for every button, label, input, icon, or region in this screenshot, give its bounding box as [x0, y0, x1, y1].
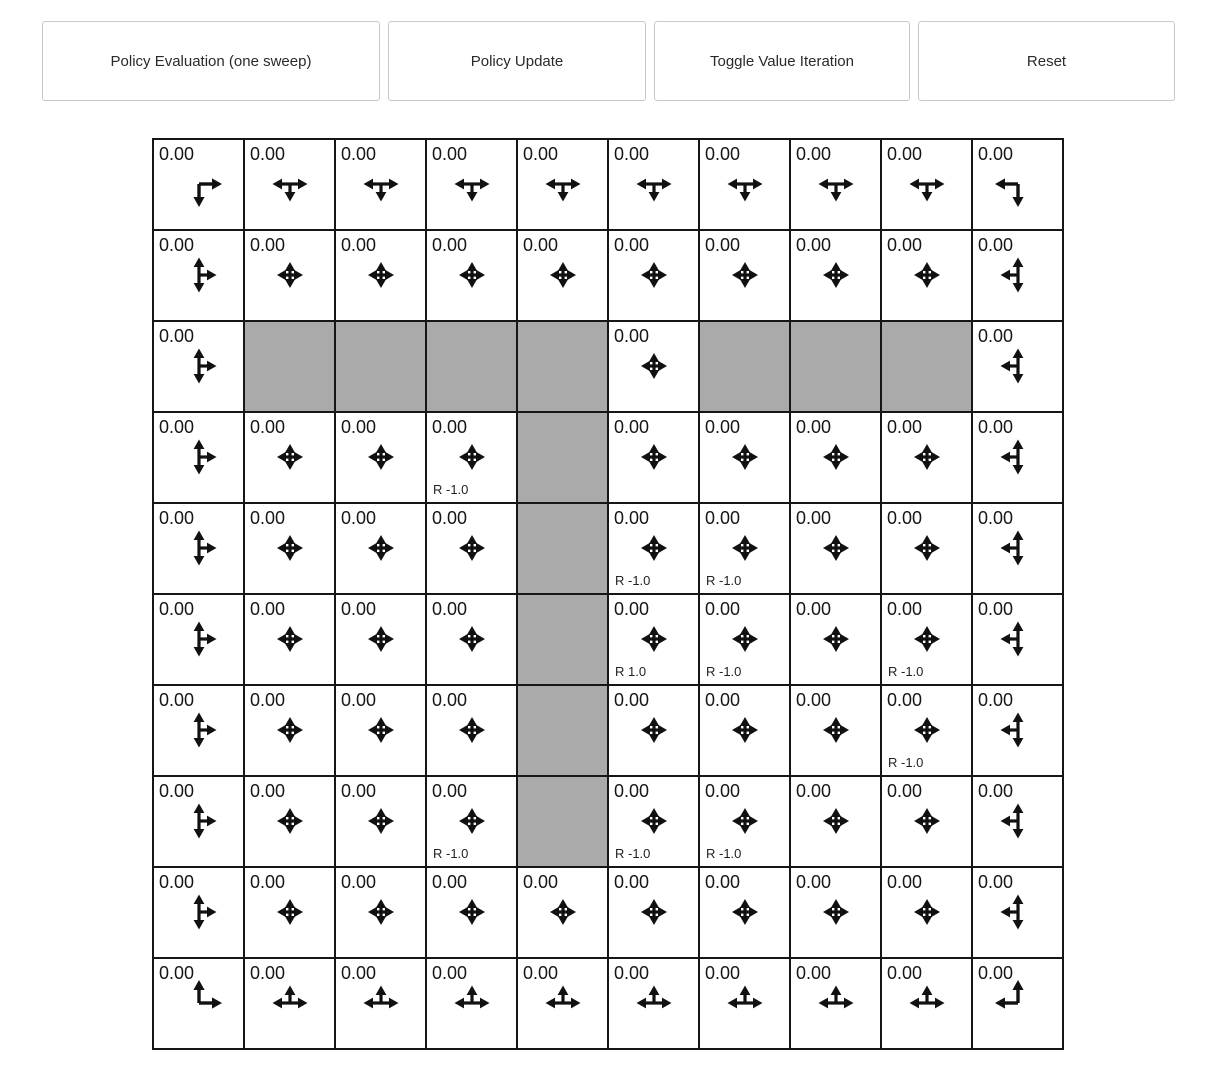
- grid-cell[interactable]: [790, 503, 881, 594]
- grid-cell[interactable]: [426, 958, 517, 1049]
- grid-cell[interactable]: [335, 776, 426, 867]
- grid-cell[interactable]: [426, 230, 517, 321]
- state-value: 0.00: [978, 963, 1014, 983]
- grid-cell[interactable]: [972, 594, 1063, 685]
- grid-cell[interactable]: [881, 867, 972, 958]
- state-value: 0.00: [159, 508, 195, 528]
- policy-arrows-nsew-icon: [810, 249, 862, 301]
- grid-cell[interactable]: [881, 503, 972, 594]
- state-value: 0.00: [159, 872, 195, 892]
- state-value: 0.00: [432, 144, 468, 164]
- grid-cell[interactable]: [608, 867, 699, 958]
- grid-cell[interactable]: [790, 412, 881, 503]
- state-value: 0.00: [250, 508, 286, 528]
- state-value: 0.00: [796, 235, 832, 255]
- state-value: 0.00: [614, 508, 650, 528]
- grid-cell[interactable]: [699, 139, 790, 230]
- grid-cell[interactable]: [153, 958, 244, 1049]
- state-value: 0.00: [614, 326, 650, 346]
- policy-arrows-nsew-icon: [537, 886, 589, 938]
- grid-cell[interactable]: [972, 685, 1063, 776]
- grid-cell[interactable]: [244, 958, 335, 1049]
- policy-arrows-nsw-icon: [992, 795, 1044, 847]
- policy-arrows-nsew-icon: [810, 704, 862, 756]
- policy-arrows-new-icon: [264, 977, 316, 1029]
- state-value: 0.00: [796, 508, 832, 528]
- grid-cell[interactable]: [153, 685, 244, 776]
- wall-cell[interactable]: [517, 685, 608, 776]
- state-value: 0.00: [250, 144, 286, 164]
- policy-arrows-nsew-icon: [628, 795, 680, 847]
- state-value: 0.00: [614, 872, 650, 892]
- grid-cell[interactable]: [426, 139, 517, 230]
- policy-arrows-nsew-icon: [628, 886, 680, 938]
- policy-arrows-nsew-icon: [901, 886, 953, 938]
- policy-arrows-wes-icon: [355, 158, 407, 210]
- state-value: 0.00: [159, 690, 195, 710]
- state-value: 0.00: [614, 963, 650, 983]
- state-value: 0.00: [978, 144, 1014, 164]
- reward-label: R -1.0: [888, 755, 924, 770]
- grid-cell[interactable]: [790, 594, 881, 685]
- state-value: 0.00: [796, 872, 832, 892]
- state-value: 0.00: [432, 963, 468, 983]
- grid-cell[interactable]: [972, 867, 1063, 958]
- policy-arrows-nsew-icon: [264, 431, 316, 483]
- state-value: 0.00: [523, 872, 559, 892]
- state-value: 0.00: [614, 417, 650, 437]
- state-value: 0.00: [159, 781, 195, 801]
- reward-label: R -1.0: [615, 846, 651, 861]
- policy-arrows-new-icon: [628, 977, 680, 1029]
- wall-cell[interactable]: [517, 503, 608, 594]
- wall-cell[interactable]: [517, 321, 608, 412]
- grid-cell[interactable]: [153, 321, 244, 412]
- grid-cell[interactable]: [881, 230, 972, 321]
- grid-cell[interactable]: [244, 412, 335, 503]
- policy-evaluation-button[interactable]: Policy Evaluation (one sweep): [42, 21, 380, 101]
- policy-arrows-nse-icon: [173, 522, 225, 574]
- grid-cell[interactable]: [608, 594, 699, 685]
- state-value: 0.00: [705, 235, 741, 255]
- state-value: 0.00: [250, 417, 286, 437]
- state-value: 0.00: [705, 508, 741, 528]
- wall-cell[interactable]: [881, 321, 972, 412]
- state-value: 0.00: [341, 144, 377, 164]
- grid-cell[interactable]: [517, 958, 608, 1049]
- grid-cell[interactable]: [426, 776, 517, 867]
- grid-cell[interactable]: [335, 958, 426, 1049]
- grid-cell[interactable]: [881, 412, 972, 503]
- policy-arrows-nsw-icon: [992, 704, 1044, 756]
- state-value: 0.00: [614, 690, 650, 710]
- policy-arrows-nse-icon: [173, 795, 225, 847]
- state-value: 0.00: [796, 417, 832, 437]
- policy-arrows-wes-icon: [719, 158, 771, 210]
- grid-cell[interactable]: [972, 139, 1063, 230]
- policy-arrows-wes-icon: [901, 158, 953, 210]
- state-value: 0.00: [887, 781, 923, 801]
- policy-arrows-nsew-icon: [628, 249, 680, 301]
- policy-arrows-nse-icon: [173, 886, 225, 938]
- grid-cell[interactable]: [244, 594, 335, 685]
- policy-arrows-nsew-icon: [719, 795, 771, 847]
- policy-arrows-nse-icon: [173, 431, 225, 483]
- policy-arrows-nsew-icon: [446, 886, 498, 938]
- policy-arrows-nsew-icon: [719, 613, 771, 665]
- grid-cell[interactable]: [608, 503, 699, 594]
- grid-cell[interactable]: [517, 139, 608, 230]
- state-value: 0.00: [250, 963, 286, 983]
- grid-cell[interactable]: [335, 867, 426, 958]
- grid-cell[interactable]: [608, 412, 699, 503]
- policy-arrows-nsw-icon: [992, 886, 1044, 938]
- state-value: 0.00: [887, 144, 923, 164]
- state-value: 0.00: [432, 235, 468, 255]
- policy-arrows-nsw-icon: [992, 613, 1044, 665]
- reward-label: R -1.0: [433, 846, 469, 861]
- state-value: 0.00: [250, 599, 286, 619]
- reward-label: R -1.0: [615, 573, 651, 588]
- state-value: 0.00: [887, 417, 923, 437]
- grid-cell[interactable]: [426, 594, 517, 685]
- grid-cell[interactable]: [699, 412, 790, 503]
- state-value: 0.00: [978, 690, 1014, 710]
- grid-cell[interactable]: [608, 230, 699, 321]
- policy-arrows-nsew-icon: [264, 886, 316, 938]
- policy-arrows-nw-icon: [992, 977, 1044, 1029]
- policy-arrows-nsew-icon: [628, 522, 680, 574]
- state-value: 0.00: [341, 781, 377, 801]
- policy-arrows-nsew-icon: [264, 704, 316, 756]
- state-value: 0.00: [341, 417, 377, 437]
- wall-cell[interactable]: [335, 321, 426, 412]
- state-value: 0.00: [614, 781, 650, 801]
- state-value: 0.00: [887, 508, 923, 528]
- state-value: 0.00: [159, 235, 195, 255]
- policy-arrows-new-icon: [537, 977, 589, 1029]
- grid-cell[interactable]: [426, 867, 517, 958]
- grid-cell[interactable]: [972, 412, 1063, 503]
- state-value: 0.00: [796, 599, 832, 619]
- grid-cell[interactable]: [972, 958, 1063, 1049]
- policy-arrows-nsew-icon: [537, 249, 589, 301]
- state-value: 0.00: [614, 235, 650, 255]
- reward-label: R -1.0: [706, 664, 742, 679]
- state-value: 0.00: [159, 963, 195, 983]
- grid-cell[interactable]: [608, 685, 699, 776]
- state-value: 0.00: [250, 690, 286, 710]
- policy-arrows-nse-icon: [173, 340, 225, 392]
- reward-label: R 1.0: [615, 664, 647, 679]
- policy-arrows-nsew-icon: [719, 249, 771, 301]
- policy-arrows-wes-icon: [537, 158, 589, 210]
- grid-cell[interactable]: [608, 776, 699, 867]
- policy-arrows-es-icon: [173, 158, 225, 210]
- state-value: 0.00: [796, 144, 832, 164]
- policy-arrows-nsew-icon: [719, 704, 771, 756]
- grid-cell[interactable]: [881, 776, 972, 867]
- policy-arrows-wes-icon: [264, 158, 316, 210]
- reward-label: R -1.0: [706, 846, 742, 861]
- policy-arrows-nsew-icon: [446, 795, 498, 847]
- grid-cell[interactable]: [517, 230, 608, 321]
- wall-cell[interactable]: [517, 776, 608, 867]
- reward-label: R -1.0: [888, 664, 924, 679]
- grid-cell[interactable]: [790, 867, 881, 958]
- state-value: 0.00: [159, 326, 195, 346]
- state-value: 0.00: [705, 144, 741, 164]
- policy-arrows-new-icon: [719, 977, 771, 1029]
- policy-arrows-nse-icon: [173, 613, 225, 665]
- grid-cell[interactable]: [244, 503, 335, 594]
- state-value: 0.00: [250, 872, 286, 892]
- grid-cell[interactable]: [608, 139, 699, 230]
- grid-cell[interactable]: [608, 958, 699, 1049]
- policy-arrows-nsew-icon: [355, 704, 407, 756]
- policy-arrows-nsew-icon: [810, 522, 862, 574]
- state-value: 0.00: [978, 872, 1014, 892]
- policy-arrows-nsew-icon: [264, 613, 316, 665]
- grid-cell[interactable]: [699, 958, 790, 1049]
- grid-cell[interactable]: [244, 230, 335, 321]
- grid-cell[interactable]: [153, 503, 244, 594]
- state-value: 0.00: [796, 690, 832, 710]
- policy-arrows-nsew-icon: [355, 613, 407, 665]
- state-value: 0.00: [978, 781, 1014, 801]
- grid-cell[interactable]: [881, 594, 972, 685]
- grid-cell[interactable]: [153, 594, 244, 685]
- policy-arrows-nsew-icon: [901, 613, 953, 665]
- reset-button[interactable]: Reset: [918, 21, 1175, 101]
- grid-cell[interactable]: [335, 503, 426, 594]
- grid-cell[interactable]: [426, 685, 517, 776]
- policy-arrows-new-icon: [355, 977, 407, 1029]
- gridworld-grid: [152, 138, 1064, 1050]
- policy-arrows-nsew-icon: [355, 795, 407, 847]
- state-value: 0.00: [796, 963, 832, 983]
- state-value: 0.00: [250, 235, 286, 255]
- policy-arrows-nsew-icon: [719, 431, 771, 483]
- policy-arrows-nsw-icon: [992, 249, 1044, 301]
- state-value: 0.00: [887, 872, 923, 892]
- state-value: 0.00: [887, 235, 923, 255]
- state-value: 0.00: [250, 781, 286, 801]
- grid-cell[interactable]: [244, 685, 335, 776]
- policy-arrows-nse-icon: [173, 249, 225, 301]
- policy-arrows-nsw-icon: [992, 340, 1044, 392]
- toolbar: [42, 21, 1175, 101]
- policy-arrows-nsew-icon: [810, 613, 862, 665]
- state-value: 0.00: [978, 326, 1014, 346]
- state-value: 0.00: [705, 690, 741, 710]
- state-value: 0.00: [978, 599, 1014, 619]
- state-value: 0.00: [796, 781, 832, 801]
- state-value: 0.00: [887, 599, 923, 619]
- state-value: 0.00: [432, 781, 468, 801]
- policy-arrows-nsew-icon: [355, 886, 407, 938]
- state-value: 0.00: [341, 235, 377, 255]
- state-value: 0.00: [978, 235, 1014, 255]
- policy-arrows-ne-icon: [173, 977, 225, 1029]
- grid-cell[interactable]: [608, 321, 699, 412]
- policy-arrows-nsew-icon: [264, 522, 316, 574]
- grid-cell[interactable]: [699, 867, 790, 958]
- state-value: 0.00: [341, 963, 377, 983]
- policy-arrows-nsew-icon: [628, 704, 680, 756]
- grid-cell[interactable]: [881, 139, 972, 230]
- grid-cell[interactable]: [153, 230, 244, 321]
- state-value: 0.00: [341, 508, 377, 528]
- wall-cell[interactable]: [517, 594, 608, 685]
- policy-arrows-nsew-icon: [264, 795, 316, 847]
- policy-update-button[interactable]: Policy Update: [388, 21, 646, 101]
- state-value: 0.00: [523, 963, 559, 983]
- grid-cell[interactable]: [972, 321, 1063, 412]
- state-value: 0.00: [887, 963, 923, 983]
- policy-arrows-nsw-icon: [992, 431, 1044, 483]
- grid-cell[interactable]: [153, 867, 244, 958]
- state-value: 0.00: [432, 417, 468, 437]
- grid-cell[interactable]: [244, 867, 335, 958]
- policy-arrows-nsew-icon: [901, 795, 953, 847]
- policy-arrows-nsew-icon: [355, 522, 407, 574]
- state-value: 0.00: [614, 599, 650, 619]
- policy-arrows-wes-icon: [628, 158, 680, 210]
- policy-arrows-nsew-icon: [446, 249, 498, 301]
- state-value: 0.00: [705, 599, 741, 619]
- state-value: 0.00: [341, 872, 377, 892]
- grid-cell[interactable]: [426, 503, 517, 594]
- grid-cell[interactable]: [699, 776, 790, 867]
- policy-arrows-nse-icon: [173, 704, 225, 756]
- grid-cell[interactable]: [790, 776, 881, 867]
- policy-arrows-nsew-icon: [446, 613, 498, 665]
- grid-cell[interactable]: [517, 867, 608, 958]
- grid-cell[interactable]: [335, 412, 426, 503]
- policy-arrows-nsew-icon: [628, 431, 680, 483]
- state-value: 0.00: [523, 144, 559, 164]
- policy-arrows-nsew-icon: [901, 704, 953, 756]
- policy-arrows-nsew-icon: [446, 431, 498, 483]
- state-value: 0.00: [887, 690, 923, 710]
- policy-arrows-nsew-icon: [355, 431, 407, 483]
- state-value: 0.00: [705, 781, 741, 801]
- grid-cell[interactable]: [881, 958, 972, 1049]
- grid-cell[interactable]: [244, 776, 335, 867]
- policy-arrows-nsew-icon: [810, 795, 862, 847]
- wall-cell[interactable]: [244, 321, 335, 412]
- policy-arrows-nsew-icon: [810, 886, 862, 938]
- wall-cell[interactable]: [790, 321, 881, 412]
- grid-cell[interactable]: [972, 230, 1063, 321]
- policy-arrows-nsew-icon: [355, 249, 407, 301]
- grid-cell[interactable]: [244, 139, 335, 230]
- wall-cell[interactable]: [426, 321, 517, 412]
- policy-arrows-wes-icon: [446, 158, 498, 210]
- policy-arrows-nsew-icon: [628, 340, 680, 392]
- grid-cell[interactable]: [790, 230, 881, 321]
- state-value: 0.00: [159, 144, 195, 164]
- policy-arrows-nsew-icon: [446, 522, 498, 574]
- grid-cell[interactable]: [153, 139, 244, 230]
- policy-arrows-nsew-icon: [628, 613, 680, 665]
- state-value: 0.00: [705, 417, 741, 437]
- state-value: 0.00: [432, 690, 468, 710]
- wall-cell[interactable]: [699, 321, 790, 412]
- policy-arrows-wes-icon: [810, 158, 862, 210]
- grid-cell[interactable]: [790, 685, 881, 776]
- policy-arrows-nsew-icon: [901, 522, 953, 574]
- state-value: 0.00: [978, 417, 1014, 437]
- policy-arrows-nsew-icon: [719, 522, 771, 574]
- policy-arrows-nsew-icon: [264, 249, 316, 301]
- state-value: 0.00: [159, 599, 195, 619]
- state-value: 0.00: [614, 144, 650, 164]
- state-value: 0.00: [432, 872, 468, 892]
- policy-arrows-nsew-icon: [901, 249, 953, 301]
- policy-arrows-nsew-icon: [810, 431, 862, 483]
- state-value: 0.00: [341, 599, 377, 619]
- grid-cell[interactable]: [335, 594, 426, 685]
- policy-arrows-new-icon: [810, 977, 862, 1029]
- state-value: 0.00: [432, 508, 468, 528]
- policy-arrows-new-icon: [901, 977, 953, 1029]
- policy-arrows-new-icon: [446, 977, 498, 1029]
- grid-cell[interactable]: [699, 685, 790, 776]
- state-value: 0.00: [432, 599, 468, 619]
- state-value: 0.00: [705, 963, 741, 983]
- wall-cell[interactable]: [517, 412, 608, 503]
- grid-cell[interactable]: [426, 412, 517, 503]
- grid-cell[interactable]: [881, 685, 972, 776]
- grid-cell[interactable]: [972, 776, 1063, 867]
- policy-arrows-nsw-icon: [992, 522, 1044, 574]
- state-value: 0.00: [159, 417, 195, 437]
- policy-arrows-nsew-icon: [719, 886, 771, 938]
- state-value: 0.00: [705, 872, 741, 892]
- toggle-value-iteration-button[interactable]: Toggle Value Iteration: [654, 21, 910, 101]
- grid-cell[interactable]: [972, 503, 1063, 594]
- grid-cell[interactable]: [335, 685, 426, 776]
- grid-cell[interactable]: [790, 958, 881, 1049]
- reward-label: R -1.0: [433, 482, 469, 497]
- grid-cell[interactable]: [335, 139, 426, 230]
- policy-arrows-nsew-icon: [901, 431, 953, 483]
- policy-arrows-nsew-icon: [446, 704, 498, 756]
- grid-cell[interactable]: [699, 230, 790, 321]
- policy-arrows-ws-icon: [992, 158, 1044, 210]
- state-value: 0.00: [978, 508, 1014, 528]
- grid-cell[interactable]: [790, 139, 881, 230]
- state-value: 0.00: [523, 235, 559, 255]
- state-value: 0.00: [341, 690, 377, 710]
- grid-cell[interactable]: [153, 412, 244, 503]
- grid-cell[interactable]: [153, 776, 244, 867]
- grid-cell[interactable]: [699, 503, 790, 594]
- reward-label: R -1.0: [706, 573, 742, 588]
- grid-cell[interactable]: [335, 230, 426, 321]
- grid-cell[interactable]: [699, 594, 790, 685]
